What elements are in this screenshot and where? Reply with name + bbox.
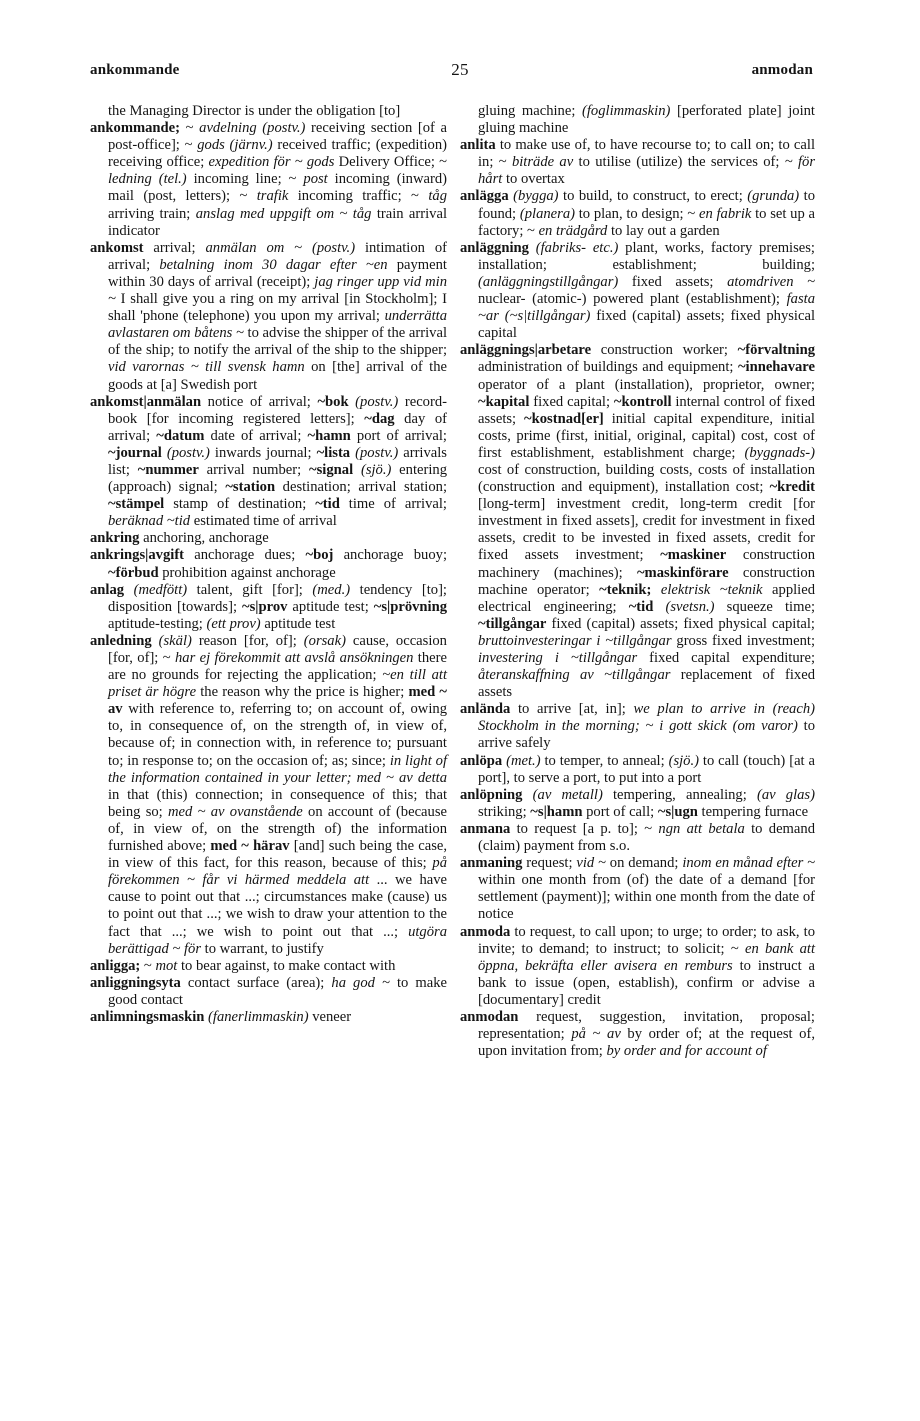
italic-phrase: post [303, 171, 328, 188]
headword: ~förbud [108, 564, 159, 581]
dictionary-entry [460, 855, 815, 923]
entry-text: plant, works, factory premises; installation; establishment; building; [478, 239, 815, 273]
dictionary-entry [460, 821, 815, 855]
headword: anmodan [460, 1008, 519, 1025]
italic-phrase: en bank att öppna, bekräfta eller avisera en remburs [478, 940, 815, 974]
headword: ankrings|avgift [90, 547, 185, 564]
entry-text: to call (touch) [at a port], to serve a port, to put into a port [478, 752, 815, 786]
dictionary-entry [460, 787, 815, 821]
italic-phrase: på förekommen ~ får vi härmed meddela att [108, 855, 447, 889]
entry-text: [perforated plate] joint gluing machine [478, 103, 815, 137]
italic-phrase: (postv.) [355, 444, 399, 461]
entry-text: incoming (inward) mail (post, letters); ~ [108, 171, 447, 205]
entry-text: to bear against, to make contact with [177, 957, 396, 974]
italic-phrase: (bygga) [513, 188, 559, 205]
italic-phrase: (sjö.) [668, 752, 699, 769]
headword: anlita [460, 137, 496, 154]
entry-text: tempering, annealing; [602, 786, 757, 803]
entry-text: talent, gift [for]; [187, 581, 313, 598]
headword: ~nummer [137, 461, 199, 478]
entry-text [124, 582, 134, 598]
italic-phrase: (postv.) [355, 393, 399, 410]
entry-text [152, 633, 159, 649]
entry-text: entering (approach) signal; [108, 461, 447, 496]
entry-text: arrivals list; [108, 444, 447, 478]
headword: ~maskinförare [636, 564, 729, 581]
italic-phrase: (postv.) [166, 444, 210, 461]
dictionary-entry [460, 137, 815, 188]
entry-text: striking; [478, 803, 531, 820]
headword: ~s|ugn [657, 803, 698, 820]
headword: ~maskiner [660, 547, 727, 564]
italic-phrase: (av metall) [532, 786, 603, 803]
entry-text: administration of buildings and equipment; [478, 359, 738, 376]
entry-text: to temper, to anneal; [540, 752, 669, 769]
headword: ~s|hamn [530, 803, 583, 820]
entry-text: construction machine operator; [478, 564, 815, 598]
entry-text: to request [a p. to]; ~ [510, 820, 659, 837]
entry-text: the reason why the price is higher; [196, 684, 409, 701]
entry-text [522, 787, 532, 803]
headword: anmana [460, 820, 511, 837]
entry-text: applied electrical engineering; [478, 581, 815, 615]
dictionary-entry [90, 958, 447, 975]
headword: ~innehavare [737, 359, 815, 376]
headword: anlägga [460, 188, 509, 205]
headword: ~förvaltning [737, 342, 815, 359]
italic-phrase: (medfött) [133, 581, 188, 598]
dictionary-entry [90, 530, 447, 547]
italic-phrase: inom en månad efter ~ [682, 855, 816, 872]
italic-phrase: in light of the information contained in your letter; med ~ av detta [108, 752, 447, 786]
entry-text: destination; arrival station; [275, 479, 447, 496]
entry-text: to utilise (utilize) the services of; [573, 154, 785, 171]
italic-phrase: (orsak) [303, 632, 346, 649]
entry-text: record-book [for incoming registered letters]; [108, 393, 447, 427]
italic-phrase: betalning inom 30 dagar efter ~en [159, 256, 388, 273]
entry-text: tendency [to]; disposition [towards]; [108, 581, 447, 615]
italic-phrase: mot [155, 957, 178, 974]
italic-phrase: (anläggningstillgångar) [478, 273, 619, 290]
page-number: 25 [451, 60, 469, 79]
entry-text: fixed (capital) assets; fixed physical capital; [546, 615, 815, 632]
italic-phrase: expedition för ~ gods [208, 154, 335, 171]
headword: ankring [90, 530, 140, 547]
italic-phrase: anmälan om ~ (postv.) [205, 239, 356, 256]
entry-text: gross fixed investment; [671, 632, 815, 649]
italic-phrase: by order and for account of [606, 1043, 767, 1060]
entry-text: to make good contact [108, 974, 447, 1008]
dictionary-entry [460, 753, 815, 787]
entry-continuation [460, 103, 815, 137]
entry-text: [long-term] investment credit, long-term credit [for investment in fixed assets], credit for investment in fixed assets, credit to be invested in fixed assets, credit for fixed assets investment; [478, 496, 815, 564]
italic-phrase: elektrisk ~teknik [660, 581, 763, 598]
headword: anligga; [90, 957, 144, 974]
entry-text: replacement of fixed assets [478, 667, 815, 701]
headword: med ~ av [108, 684, 447, 718]
headword: ~tillgångar [478, 615, 547, 632]
entry-text: ~ [185, 120, 200, 137]
entry-text: request; [522, 855, 577, 872]
headword: anlända [460, 701, 511, 718]
entry-text [353, 462, 361, 478]
italic-phrase: har ej förekommit att avslå ansökningen [174, 650, 414, 666]
italic-phrase: en trädgård [538, 222, 608, 239]
entry-text: contact surface (area); [180, 974, 332, 991]
entry-text: operator of a plant (installation), proprietor, owner; [478, 376, 815, 393]
entry-text: anchoring, anchorage [139, 530, 269, 547]
italic-phrase: med ~ av ovanstående [168, 803, 303, 820]
headword: ~s|prövning [373, 598, 448, 615]
entry-text: the Managing Director is under the obligation [to] [108, 103, 401, 119]
entry-text: to build, to construct, to erect; [558, 188, 748, 205]
entry-text: arrival number; [198, 461, 310, 478]
entry-text: ~ [143, 957, 156, 974]
italic-phrase: vid ~ [576, 855, 606, 872]
entry-text: veneer [308, 1008, 352, 1025]
headword: ankommande; [90, 120, 186, 137]
italic-phrase: vid varornas ~ till svensk hamn [108, 359, 305, 376]
right-guide-word: anmodan [751, 62, 813, 78]
entry-text: to arrive [at, in]; [510, 701, 634, 718]
entry-text: stamp of destination; [164, 496, 316, 513]
italic-phrase: ngn att betala [658, 820, 745, 837]
entry-text: payment within 30 days of arrival (receipt); [108, 256, 447, 290]
entry-text: time of arrival; [339, 496, 447, 513]
left-guide-word: ankommande [90, 62, 180, 78]
entry-text: prohibition against anchorage [158, 564, 336, 581]
headword: ankomst|anmälan [90, 393, 202, 410]
headword: ~teknik; [599, 581, 661, 598]
italic-phrase: (med.) [312, 581, 351, 598]
italic-phrase: (fanerlimmaskin) [208, 1008, 309, 1025]
left-column [90, 103, 447, 1026]
dictionary-entry [90, 120, 447, 240]
headword: anläggning [460, 239, 529, 256]
entry-text: to set up a factory; ~ [478, 205, 815, 239]
entry-text: incoming traffic; ~ [288, 188, 429, 205]
entry-text: anchorage buoy; [333, 547, 447, 564]
italic-phrase: (ett prov) [206, 615, 261, 632]
dictionary-entry [460, 924, 815, 1009]
dictionary-entry [90, 582, 447, 633]
italic-phrase: (met.) [506, 752, 541, 769]
headword: ~kontroll [613, 393, 672, 410]
entry-text: estimated time of arrival [190, 513, 337, 530]
italic-phrase: fasta ~ar (~s|tillgångar) [478, 291, 815, 325]
entry-text: anchorage dues; [184, 547, 306, 564]
entry-text [529, 240, 536, 256]
headword: ankomst [90, 239, 144, 256]
headword: anmoda [460, 923, 511, 940]
entry-text: on [the] arrival of the goods at [a] Swedish port [108, 359, 447, 393]
entry-text: day of arrival; [108, 410, 447, 444]
entry-text: with reference to, referring to; on account of, owing to, in consequence of, on the strength of, in view of, because of; in connection with, in reference to; pursuant to; in response to; on the occasion of; as; since; [108, 701, 447, 769]
dictionary-entry [90, 633, 447, 958]
headword: med ~ härav [210, 838, 290, 855]
headword: anlimningsmaskin [90, 1008, 205, 1025]
dictionary-entry [460, 342, 815, 701]
entry-text: train arrival indicator [108, 205, 448, 239]
headword: ~hamn [307, 427, 351, 444]
entry-text: receiving section [of a post-office]; ~ [108, 120, 447, 154]
headword: ~journal [108, 444, 162, 461]
entry-text: incoming line; ~ [186, 171, 304, 188]
headword: ~kapital [478, 393, 530, 410]
entry-text [653, 599, 665, 615]
italic-phrase: (fabriks- etc.) [535, 239, 619, 256]
right-column [460, 103, 815, 1060]
entry-text: to plan, to design; ~ [574, 205, 699, 222]
italic-phrase: (byggnads-) [744, 444, 815, 461]
entry-text: date of arrival; [204, 427, 308, 444]
italic-phrase: we plan to arrive in (reach) Stockholm in the morning; ~ i gott skick (om varor) [478, 701, 815, 735]
entry-text: construction worker; [591, 342, 738, 359]
entry-text: ... we have cause to point out that ...; circumstances make (cause) us to point out that ...; we wish to draw your attention to the fact that ...; we wish to point out that ...; [108, 872, 447, 940]
headword: ~dag [364, 410, 395, 427]
entry-text: internal control of fixed assets; [478, 393, 815, 427]
headword: ~bok [317, 393, 349, 410]
entry-text: cost of construction, building costs, costs of installation (construction and equipment), installation cost; [478, 461, 815, 496]
entry-text: notice of arrival; [201, 393, 318, 410]
entry-text: to request, to call upon; to urge; to order; to ask, to invite; to demand; to instruct; to solicit; ~ [478, 923, 815, 957]
entry-text: there are no grounds for rejecting the application; [108, 650, 447, 684]
entry-text: arriving train; [108, 205, 196, 222]
entry-text: [and] such being the case, in view of this fact, for this reason, because of this; [108, 838, 447, 872]
entry-text: gluing machine; [478, 103, 582, 119]
headword: ~station [225, 479, 276, 496]
headword: anlag [90, 581, 125, 598]
italic-phrase: (foglimmaskin) [582, 103, 671, 119]
entry-text: Delivery Office; ~ [334, 154, 447, 171]
entry-continuation [90, 103, 447, 120]
headword: ~signal [309, 461, 354, 478]
headword: anledning [90, 632, 152, 649]
entry-text: tempering furnace [697, 803, 809, 820]
entry-text: request, suggestion, invitation, proposal; representation; [478, 1008, 815, 1043]
headword: anliggningsyta [90, 974, 181, 991]
entry-text: reason [for, of]; [191, 632, 304, 649]
dictionary-entry [460, 701, 815, 752]
entry-text: initial capital expenditure, initial costs, prime (first, initial, original, capital) cost, cost of first establishment, establishment charge; [478, 410, 815, 461]
headword: ~s|prov [242, 598, 288, 615]
italic-phrase: ledning (tel.) [108, 171, 187, 188]
italic-phrase: gods (järnv.) [197, 137, 273, 154]
italic-phrase: utgöra berättigad ~ för [108, 923, 447, 957]
entry-text: to demand (claim) payment from s.o. [478, 820, 815, 855]
italic-phrase: investering i ~tillgångar [478, 650, 638, 666]
entry-text: aptitude test [260, 615, 336, 632]
headword: ~tid [628, 598, 654, 615]
entry-text: to overtax [502, 171, 565, 188]
italic-phrase: tåg [428, 188, 447, 205]
entry-text: to make use of, to have recourse to; to call on; to call in; ~ [478, 137, 815, 171]
entry-text: by order of; at the request of, upon invitation from; [478, 1026, 815, 1060]
italic-phrase: (skäl) [158, 632, 192, 649]
entry-text: aptitude-testing; [108, 615, 207, 632]
headword: anmaning [460, 855, 523, 872]
italic-phrase: (planera) [519, 205, 575, 222]
italic-phrase: en fabrik [698, 205, 752, 222]
headword: ~kredit [769, 479, 815, 496]
italic-phrase: ~ för hårt [478, 154, 815, 188]
italic-phrase: biträde av [511, 154, 574, 171]
entry-text: to instruct a bank to issue (open, establish), confirm or advise a [documentary] credit [478, 957, 815, 1008]
italic-phrase: på ~ av [571, 1026, 621, 1043]
entry-text: to warrant, to justify [201, 940, 324, 957]
italic-phrase: underrätta avlastaren om båtens ~ [108, 308, 447, 342]
dictionary-entry [460, 1009, 815, 1060]
entry-text: port of call; [582, 803, 658, 820]
italic-phrase: (grunda) [747, 188, 800, 205]
italic-phrase: (sjö.) [360, 461, 392, 478]
headword: ~stämpel [108, 496, 165, 513]
entry-text: fixed assets; [618, 273, 728, 290]
italic-phrase: ~en till att priset är högre [108, 667, 447, 701]
dictionary-entry [90, 547, 447, 581]
dictionary-entry [90, 240, 447, 394]
dictionary-entry [460, 240, 815, 343]
entry-text: fixed (capital) assets; fixed physical capital [478, 308, 815, 342]
entry-text: intimation of arrival; [108, 239, 447, 273]
entry-text: fixed capital expenditure; [637, 650, 816, 666]
italic-phrase: beräknad ~tid [108, 513, 191, 530]
entry-text: in that (this) connection; in consequence of this; that being so; [108, 786, 447, 820]
entry-text: to arrive safely [478, 718, 816, 752]
entry-text: arrival; [143, 239, 206, 256]
italic-phrase: trafik [256, 188, 289, 205]
italic-phrase: jag ringer upp vid min ~ [108, 273, 447, 308]
dictionary-entry [460, 188, 815, 239]
headword: anlöpning [460, 786, 523, 803]
entry-text: received traffic; (expedition) receiving office; [108, 137, 448, 171]
italic-phrase: ha god ~ [331, 974, 390, 991]
headword: ~boj [305, 547, 334, 564]
dictionary-entry [90, 1009, 447, 1026]
headword: ~datum [156, 427, 205, 444]
entry-text: aptitude test; [287, 598, 374, 615]
italic-phrase: anslag med uppgift om ~ tåg [195, 205, 372, 222]
entry-text: within one month from (of) the date of a demand [for settlement (payment)]; within one month from the date of notice [478, 872, 815, 923]
entry-text: to lay out a garden [607, 222, 720, 239]
headword: ~tid [315, 496, 340, 513]
italic-phrase: atomdriven ~ [727, 273, 815, 290]
italic-phrase: (svetsn.) [665, 598, 715, 615]
entry-text: port of arrival; [350, 427, 447, 444]
headword: ~lista [316, 444, 351, 461]
entry-text: construction machinery (machines); [478, 547, 816, 581]
italic-phrase: (av glas) [756, 786, 815, 803]
entry-text: to found; [478, 188, 816, 222]
italic-phrase: återanskaffning av ~tillgångar [478, 667, 671, 684]
dictionary-entry [90, 975, 447, 1009]
entry-text: nuclear- (atomic-) powered plant (establishment); [478, 291, 787, 308]
entry-text: on demand; [605, 855, 683, 872]
entry-text: cause, occasion [for, of]; ~ [108, 632, 447, 666]
headword: anlöpa [460, 752, 503, 769]
italic-phrase: bruttoinvesteringar i ~tillgångar [478, 632, 672, 649]
entry-text: I shall give you a ring on my arrival [in Stockholm]; I shall 'phone (telephone) you upon my arrival; [108, 291, 447, 325]
dictionary-entry [90, 394, 447, 531]
headword: anläggnings|arbetare [460, 342, 592, 359]
entry-text: squeeze time; [714, 598, 815, 615]
entry-text: inwards journal; [209, 444, 317, 461]
entry-text: on account of (because of, in view of, on the strength of) the information furnished above; [108, 803, 447, 855]
entry-text: to advise the shipper of the arrival of the ship; to notify the arrival of the ship to the shipper; [108, 325, 447, 359]
headword: ~kostnad[er] [524, 410, 604, 427]
entry-text: fixed capital; [529, 393, 614, 410]
italic-phrase: avdelning (postv.) [199, 120, 306, 137]
